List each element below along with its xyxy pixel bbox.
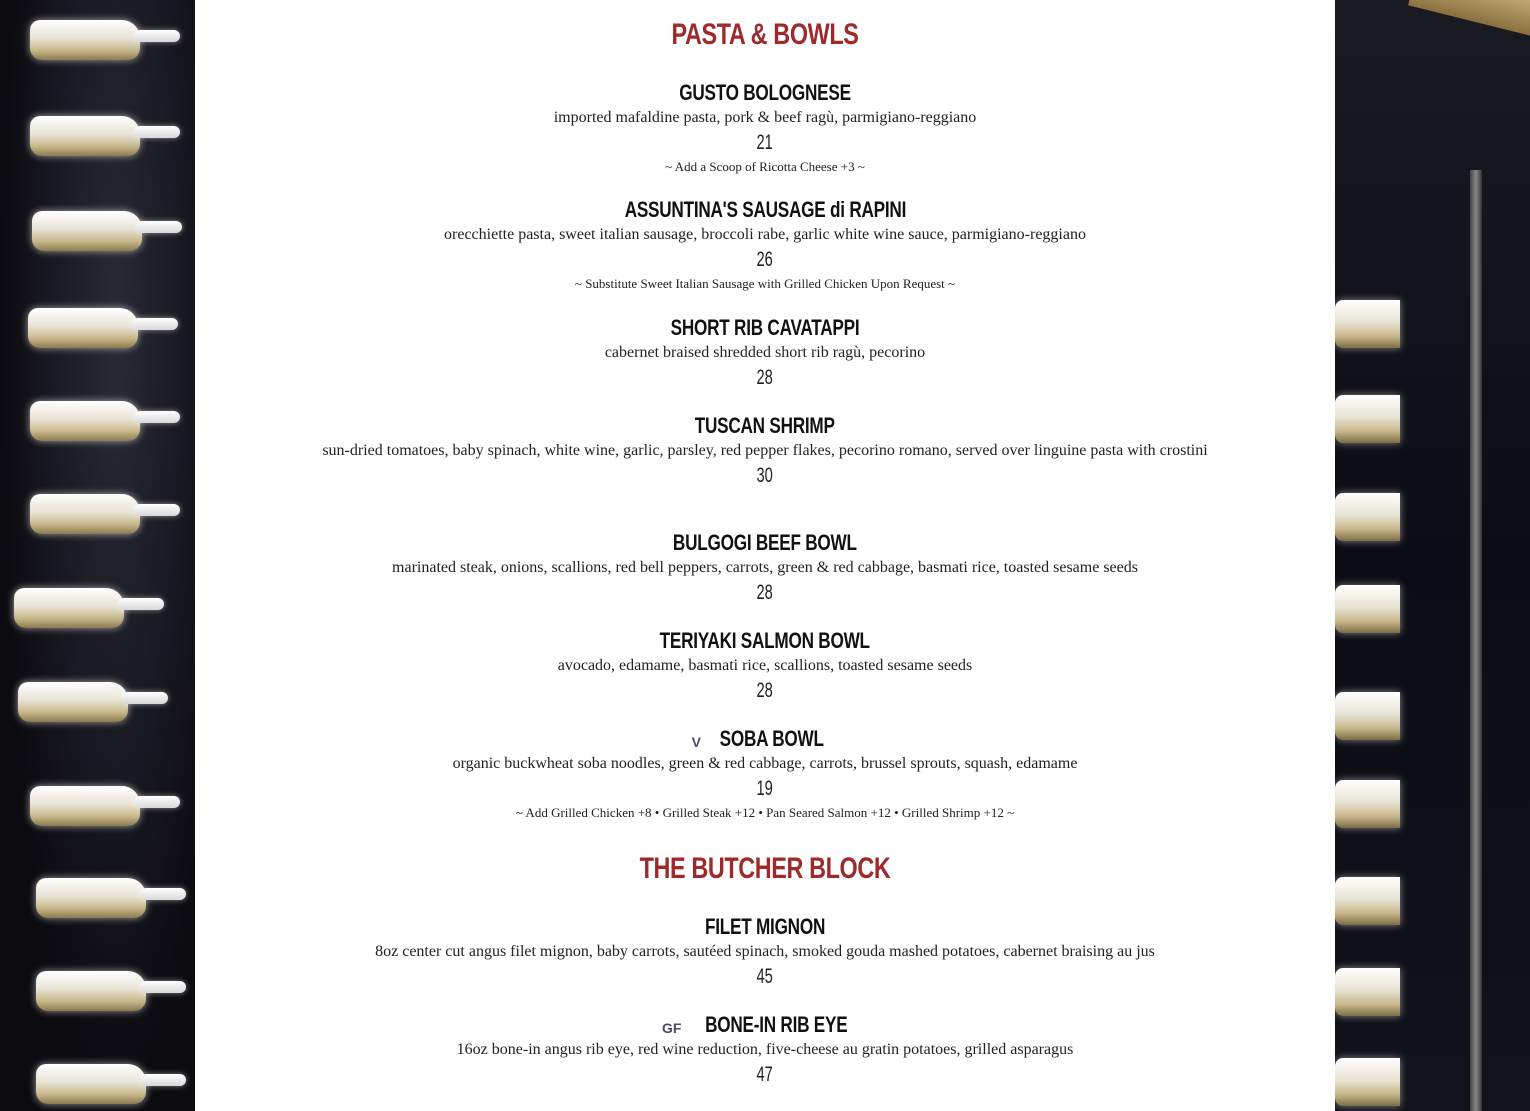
item-description: organic buckwheat soba noodles, green & red cabbage, carrots, brussel sprouts, squash, edamame [452,755,1078,772]
gluten-free-tag: GF [662,1020,682,1037]
item-price: 47 [756,1063,774,1086]
menu-item-short-rib-cavatappi [195,315,1335,390]
pan-image [36,872,186,924]
item-note: ~ Add a Scoop of Ricotta Cheese +3 ~ [665,159,865,174]
section-title-butcher-block: THE BUTCHER BLOCK [639,852,891,885]
item-name: ASSUNTINA'S SAUSAGE di RAPINI [624,197,906,222]
pan-image [30,14,180,66]
item-description: 16oz bone-in angus rib eye, red wine reduction, five-cheese au gratin potatoes, grilled asparagus [456,1041,1074,1058]
item-description: cabernet braised shredded short rib ragù, pecorino [604,344,926,361]
item-price: 45 [756,965,774,988]
menu-item-soba-bowl [195,726,1335,821]
item-note: ~ Substitute Sweet Italian Sausage with Grilled Chicken Upon Request ~ [574,276,956,291]
decorative-pole [1470,170,1482,1111]
item-description: 8oz center cut angus filet mignon, baby carrots, sautéed spinach, smoked gouda mashed potatoes, cabernet braising au jus [375,943,1155,960]
item-name: SHORT RIB CAVATAPPI [670,315,860,340]
vegan-tag: V [691,734,701,751]
pan-image [30,780,180,832]
item-name: FILET MIGNON [704,914,826,939]
menu-item-bulgogi-beef-bowl [195,530,1335,605]
menu-item-assuntinas-sausage [195,197,1335,292]
background-left-pans [0,0,195,1111]
item-price: 30 [756,464,774,487]
item-name: SOBA BOWL [719,726,824,751]
section-title-pasta-bowls: PASTA & BOWLS [671,18,859,51]
item-price: 21 [756,131,774,154]
item-price: 26 [756,248,774,271]
pan-image [36,1058,186,1110]
background-right-pans [1335,0,1530,1111]
menu-item-tuscan-shrimp [195,413,1335,488]
item-name: TERIYAKI SALMON BOWL [659,628,871,653]
item-price: 28 [756,679,774,702]
item-price: 28 [756,581,774,604]
item-name: BULGOGI BEEF BOWL [673,530,857,555]
pan-image [28,302,178,354]
pan-image [14,582,164,634]
menu-item-bone-in-rib-eye [195,1012,1335,1087]
item-description: imported mafaldine pasta, pork & beef ragù, parmigiano-reggiano [553,109,977,126]
item-description: avocado, edamame, basmati rice, scallions, toasted sesame seeds [557,657,973,674]
menu-panel [195,0,1335,1111]
menu-item-gusto-bolognese [195,80,1335,175]
item-description: marinated steak, onions, scallions, red bell peppers, carrots, green & red cabbage, basmati rice, toasted sesame seeds [392,559,1138,576]
item-price: 19 [756,777,774,800]
menu-item-filet-mignon [195,914,1335,989]
item-description: sun-dried tomatoes, baby spinach, white wine, garlic, parsley, red pepper flakes, pecorino romano, served over linguine pasta with crostini [322,442,1208,459]
item-description: orecchiette pasta, sweet italian sausage, broccoli rabe, garlic white wine sauce, parmigiano-reggiano [444,226,1086,243]
pan-image [18,676,168,728]
menu-item-teriyaki-salmon-bowl [195,628,1335,703]
item-note: ~ Add Grilled Chicken +8 • Grilled Steak +12 • Pan Seared Salmon +12 • Grilled Shrimp +12 ~ [515,805,1015,820]
pan-image [32,205,182,257]
item-name: TUSCAN SHRIMP [695,413,835,438]
item-name: GUSTO BOLOGNESE [679,80,851,105]
pan-image [30,110,180,162]
pan-image [30,488,180,540]
pan-image [36,965,186,1017]
item-name: BONE-IN RIB EYE [705,1012,848,1037]
pan-image [30,395,180,447]
item-price: 28 [756,366,774,389]
